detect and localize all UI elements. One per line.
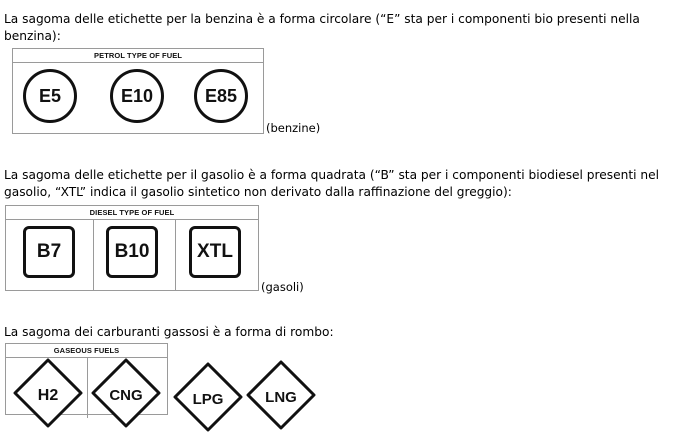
diesel-label-b10 xyxy=(106,226,158,278)
diesel-label-xtl xyxy=(189,226,241,278)
petrol-label-e5-text: E5 xyxy=(38,85,62,106)
gas-label-cng xyxy=(89,356,163,430)
diesel-panel-divider xyxy=(6,219,258,220)
petrol-label-e85-text: E85 xyxy=(204,85,238,106)
gas-label-h2-text: H2 xyxy=(37,387,59,404)
gas-label-lpg-text: LPG xyxy=(192,391,224,408)
petrol-label-e10-text: E10 xyxy=(120,85,154,106)
gas-label-lpg xyxy=(171,360,245,434)
petrol-label-panel xyxy=(12,48,264,134)
diesel-intro-text: La sagoma delle etichette per il gasolio è a forma quadrata (“B” sta per i componenti biodiesel presenti nel gasolio, “XTL” indica il gasolio sintetico non derivato dalla raffinazione del greggio): xyxy=(4,168,660,199)
gas-panel-title: GASEOUS FUELS xyxy=(53,346,120,355)
petrol-label-e5 xyxy=(23,69,77,123)
petrol-panel-title: PETROL TYPE OF FUEL xyxy=(93,51,183,60)
gas-panel-column-divider xyxy=(87,358,88,418)
petrol-label-e10 xyxy=(110,69,164,123)
diesel-label-b7 xyxy=(23,226,75,278)
gas-label-cng-text: CNG xyxy=(109,387,143,404)
petrol-intro-text: La sagoma delle etichette per la benzina è a forma circolare (“E” sta per i componenti bio presenti nella benzina): xyxy=(4,12,640,43)
diesel-label-panel xyxy=(5,205,259,291)
diesel-panel-column-divider-2 xyxy=(175,220,176,290)
gas-label-lng xyxy=(244,358,318,432)
petrol-suffix: (benzine) xyxy=(266,121,321,135)
petrol-panel-divider xyxy=(13,62,263,63)
gas-intro-text: La sagoma dei carburanti gassosi è a forma di rombo: xyxy=(4,325,334,339)
diesel-suffix: (gasoli) xyxy=(261,280,304,294)
diesel-label-xtl-text: XTL xyxy=(197,241,233,262)
diesel-label-b7-text: B7 xyxy=(36,241,62,262)
diesel-panel-column-divider-1 xyxy=(93,220,94,290)
diesel-panel-title: DIESEL TYPE OF FUEL xyxy=(89,208,175,217)
gas-label-h2 xyxy=(11,356,85,430)
gas-label-lng-text: LNG xyxy=(265,389,297,406)
diesel-label-b10-text: B10 xyxy=(114,241,150,262)
petrol-label-e85 xyxy=(194,69,248,123)
